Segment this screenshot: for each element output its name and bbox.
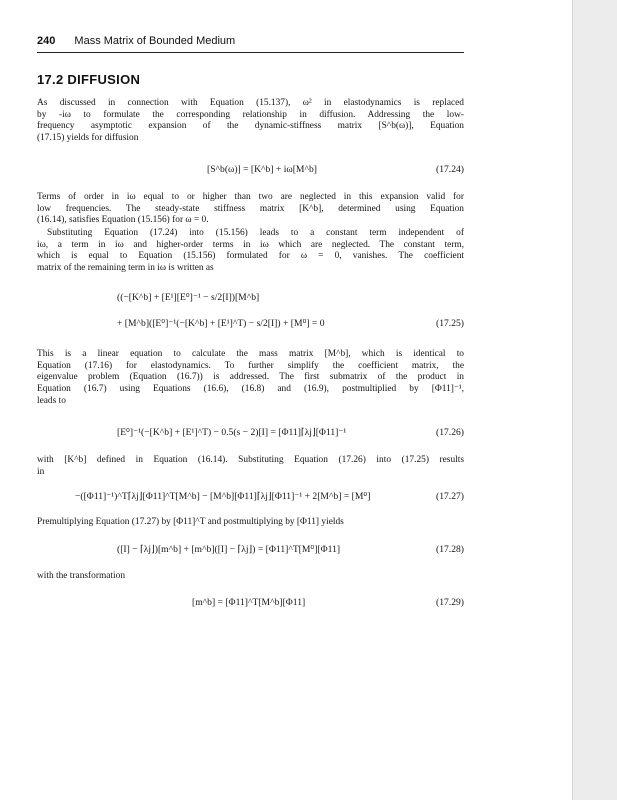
paragraph-4	[37, 349, 464, 408]
paragraph-6	[37, 517, 464, 529]
text-line: leads to	[37, 395, 66, 406]
equation-number: (17.26)	[436, 427, 464, 438]
equation-17-28	[37, 544, 464, 558]
equation-17-25-line-2	[37, 318, 464, 332]
equation-body: [S^b(ω)] = [K^b] + iω[M^b]	[207, 164, 317, 175]
equation-17-26	[37, 427, 464, 441]
text-line: Terms of order in iω equal to or higher than two are neglected in this expansion valid for	[37, 192, 464, 202]
text-line: iω, a term in iω and higher-order terms in iω which are neglected. The constant term,	[37, 239, 464, 250]
text-line: which is equal to Equation (15.156) formulated for ω = 0, vanishes. The coefficient	[37, 251, 464, 262]
running-header	[37, 35, 464, 47]
text-line: eigenvalue problem (Equation (16.7)) is addressed. The first submatrix of the product in	[37, 372, 464, 383]
header-rule	[37, 52, 464, 53]
text-line: with [K^b] defined in Equation (16.14). Substituting Equation (17.26) into (17.25) results	[37, 455, 464, 465]
paragraph-7	[37, 571, 464, 583]
text-line: by -iω to formulate the corresponding relationship in diffusion. Addressing the low-	[37, 109, 464, 120]
equation-17-29	[37, 597, 464, 611]
equation-number: (17.28)	[436, 544, 464, 555]
section-title: 17.2 DIFFUSION	[37, 72, 141, 87]
equation-body: + [M^b]([E⁰]⁻¹(−[K^b] + [E¹]^T) − s/2[I]) + [M⁰] = 0	[117, 318, 325, 329]
text-line: with the transformation	[37, 571, 126, 581]
text-line: Equation (16.7) using Equations (16.6), (16.8) and (16.9), postmultiplied by [Φ11]⁻¹,	[37, 384, 464, 395]
running-title: Mass Matrix of Bounded Medium	[74, 35, 236, 47]
viewer-side-gutter	[572, 0, 617, 800]
equation-body: [m^b] = [Φ11]^T[M^b][Φ11]	[192, 597, 306, 608]
text-line: low frequencies. The steady-state stiffness matrix [K^b], determined using Equation	[37, 203, 464, 214]
text-line: (16.14), satisfies Equation (15.156) for ω = 0.	[37, 215, 209, 226]
text-line: (17.15) yields for diffusion	[37, 133, 139, 144]
equation-17-24	[37, 164, 464, 178]
page-number: 240	[37, 35, 56, 47]
paragraph-2	[37, 192, 464, 227]
text-line: This is a linear equation to calculate the mass matrix [M^b], which is identical to	[37, 349, 464, 359]
text-line: As discussed in connection with Equation (15.137), ω² in elastodynamics is replaced	[37, 98, 464, 108]
text-line: frequency asymptotic expansion of the dynamic-stiffness matrix [S^b(ω)], Equation	[37, 121, 464, 132]
equation-17-25-line-1	[37, 292, 464, 306]
equation-body: ((−[K^b] + [E¹][E⁰]⁻¹ − s/2[I])[M^b]	[117, 292, 260, 303]
paragraph-3	[37, 228, 464, 275]
paragraph-1	[37, 98, 464, 145]
text-line: Premultiplying Equation (17.27) by [Φ11]^T and postmultiplying by [Φ11] yields	[37, 517, 344, 527]
equation-number: (17.24)	[436, 164, 464, 175]
equation-body: −([Φ11]⁻¹)^T⌈λj⌋[Φ11]^T[M^b] − [M^b][Φ11]⌈λj⌋[Φ11]⁻¹ + 2[M^b] = [M⁰]	[75, 491, 371, 502]
equation-number: (17.27)	[436, 491, 464, 502]
equation-17-27	[37, 491, 464, 505]
equation-number: (17.29)	[436, 597, 464, 608]
equation-body: ([I] − ⌈λj⌋)[m^b] + [m^b]([I] − ⌈λj⌋) = [Φ11]^T[M⁰][Φ11]	[117, 544, 341, 555]
text-line: Substituting Equation (17.24) into (15.156) leads to a constant term independent of	[47, 228, 464, 238]
text-line: matrix of the remaining term in iω is written as	[37, 263, 214, 274]
text-line: in	[37, 466, 45, 477]
text-line: Equation (17.16) for elastodynamics. To further simplify the coefficient matrix, the	[37, 360, 464, 371]
equation-number: (17.25)	[436, 318, 464, 329]
paragraph-5	[37, 455, 464, 478]
equation-body: [E⁰]⁻¹(−[K^b] + [E¹]^T) − 0.5(s − 2)[I] = [Φ11]⌈λj⌋[Φ11]⁻¹	[117, 427, 347, 438]
